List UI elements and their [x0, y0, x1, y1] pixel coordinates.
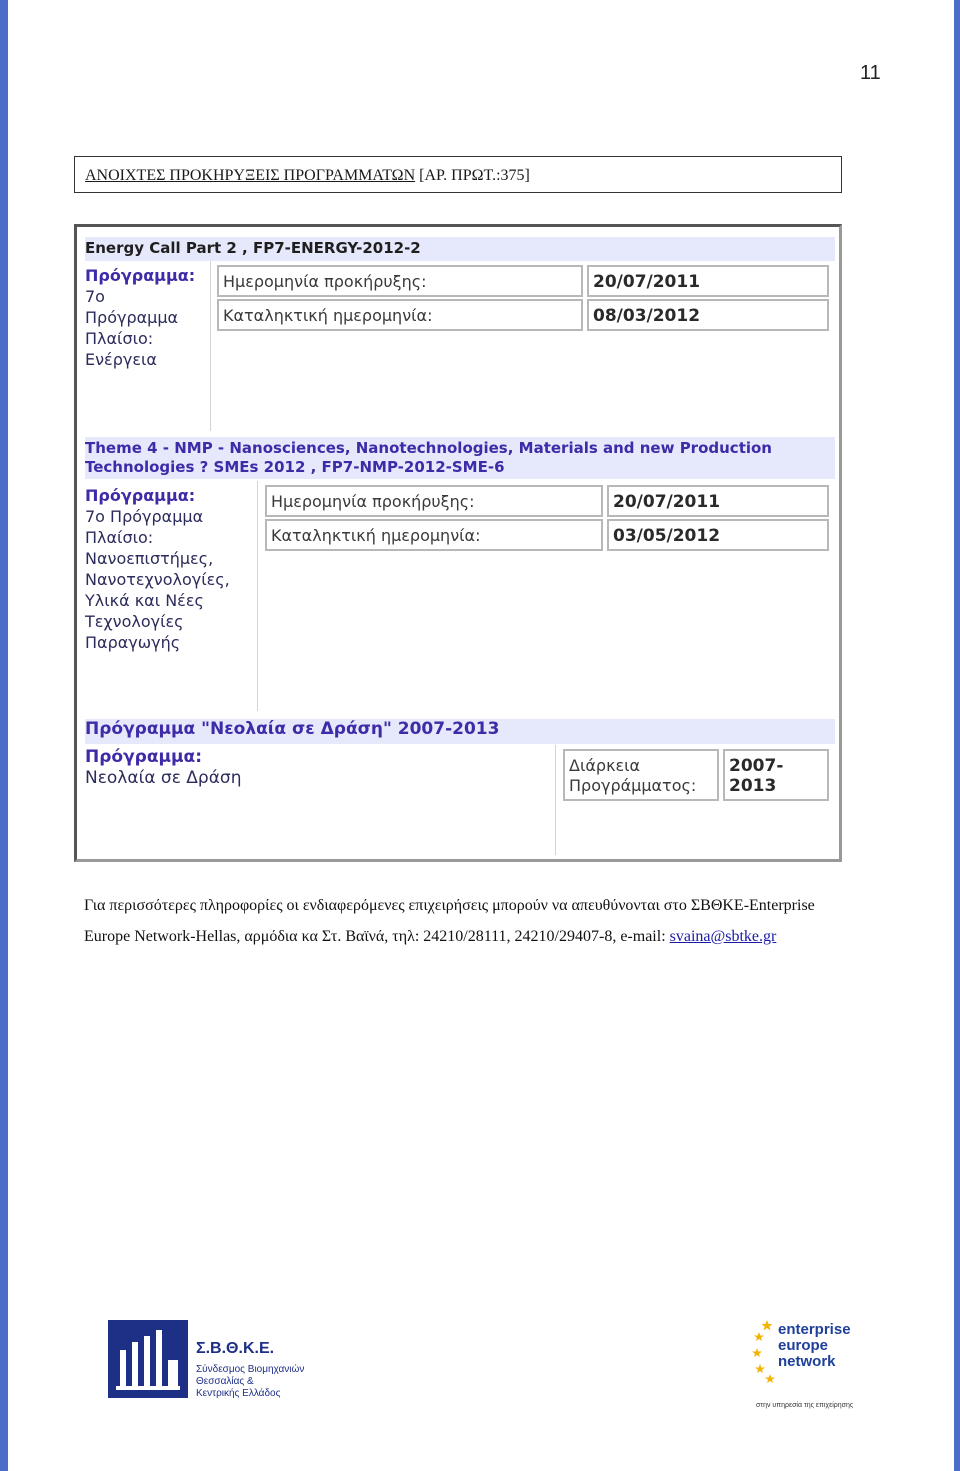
announce-label-cell: Ημερομηνία προκήρυξης:: [265, 485, 603, 517]
duration-label-line: Διάρκεια: [569, 756, 641, 775]
announcements-header: [74, 156, 842, 193]
call-program: [85, 747, 285, 789]
announce-date-cell: 20/07/2011: [587, 265, 829, 297]
call-program: [85, 265, 215, 370]
contact-line: Για περισσότερες πληροφορίες οι ενδιαφερόμενες επιχειρήσεις μπορούν να απευθύνονται στο ΣΒΘΚΕ-Enterprise: [84, 897, 815, 914]
announce-date-cell: 20/07/2011: [607, 485, 829, 517]
een-logo: [752, 1316, 854, 1409]
duration-label-line: Προγράμματος:: [569, 776, 697, 795]
program-line: Νανοτεχνολογίες,: [85, 570, 230, 589]
calls-table: [74, 224, 842, 862]
column-divider: [210, 261, 211, 431]
een-name-line: network: [778, 1353, 836, 1370]
duration-value-line: 2007-: [729, 756, 784, 776]
program-label: Πρόγραμμα:: [85, 266, 196, 285]
contact-line-text: Europe Network-Hellas, αρμόδια κα Στ. Βαϊνά, τηλ: 24210/28111, 24210/29407-8, e-mail:: [84, 928, 670, 945]
page-number: 11: [860, 62, 881, 84]
sbtke-abbr: Σ.Β.Θ.Κ.Ε.: [196, 1340, 275, 1357]
deadline-label-cell: Καταληκτική ημερομηνία:: [217, 299, 583, 331]
call-title: [85, 719, 835, 744]
sbtke-name-line: Θεσσαλίας &: [196, 1376, 254, 1387]
sbtke-logo-mark: [108, 1320, 188, 1398]
call-title-text: Theme 4 - NMP - Nanosciences, Nanotechnologies, Materials and new Production: [85, 439, 772, 457]
call-title-text: Technologies ? SMEs 2012 , FP7-NMP-2012-SME-6: [85, 458, 505, 476]
program-line: Πλαίσιο:: [85, 528, 154, 547]
program-label: Πρόγραμμα:: [85, 747, 202, 767]
column-divider: [257, 481, 258, 711]
duration-label-cell: [563, 749, 719, 801]
call-title-text: Energy Call Part 2 , FP7-ENERGY-2012-2: [85, 239, 421, 257]
page-left-border: [0, 0, 8, 1471]
program-line: Παραγωγής: [85, 633, 181, 652]
contact-paragraph: [84, 890, 894, 952]
program-line: 7ο: [85, 287, 105, 306]
contact-line: [84, 921, 894, 952]
program-label: Πρόγραμμα:: [85, 486, 196, 505]
sbtke-name: [196, 1364, 304, 1400]
deadline-date-cell: 03/05/2012: [607, 519, 829, 551]
call-title: [85, 237, 835, 261]
program-line: Πρόγραμμα: [85, 308, 179, 327]
een-tagline: στην υπηρεσία της επιχείρησης: [756, 1402, 854, 1409]
column-divider: [555, 745, 556, 855]
call-program: [85, 485, 255, 653]
program-line: Ενέργεια: [85, 350, 157, 369]
program-line: 7ο Πρόγραμμα: [85, 507, 204, 526]
header-title: ΑΝΟΙΧΤΕΣ ΠΡΟΚΗΡΥΞΕΙΣ ΠΡΟΓΡΑΜΜΑΤΩΝ: [85, 167, 416, 184]
program-line: Τεχνολογίες: [85, 612, 184, 631]
header-ref: [ΑΡ. ΠΡΩΤ.:375]: [419, 167, 530, 184]
sbtke-name-line: Σύνδεσμος Βιομηχανιών: [196, 1364, 305, 1375]
program-line: Υλικά και Νέες: [85, 591, 204, 610]
een-name-line: europe: [778, 1337, 829, 1354]
duration-value-cell: [723, 749, 829, 801]
deadline-label-cell: Καταληκτική ημερομηνία:: [265, 519, 603, 551]
een-name-line: enterprise: [778, 1321, 851, 1338]
duration-value-line: 2013: [729, 776, 777, 796]
contact-email-link[interactable]: svaina@sbtke.gr: [669, 928, 777, 945]
sbtke-logo: [108, 1320, 305, 1402]
een-name: [778, 1322, 851, 1370]
deadline-date-cell: 08/03/2012: [587, 299, 829, 331]
page-right-border: [954, 0, 960, 1471]
announce-label-cell: Ημερομηνία προκήρυξης:: [217, 265, 583, 297]
program-line: Νεολαία σε Δράση: [85, 768, 242, 788]
call-title: [85, 437, 835, 479]
program-line: Νανοεπιστήμες,: [85, 549, 214, 568]
sbtke-name-line: Κεντρικής Ελλάδος: [196, 1388, 281, 1399]
call-title-text: Πρόγραμμα "Νεολαία σε Δράση" 2007-2013: [85, 719, 500, 739]
program-line: Πλαίσιο:: [85, 329, 154, 348]
